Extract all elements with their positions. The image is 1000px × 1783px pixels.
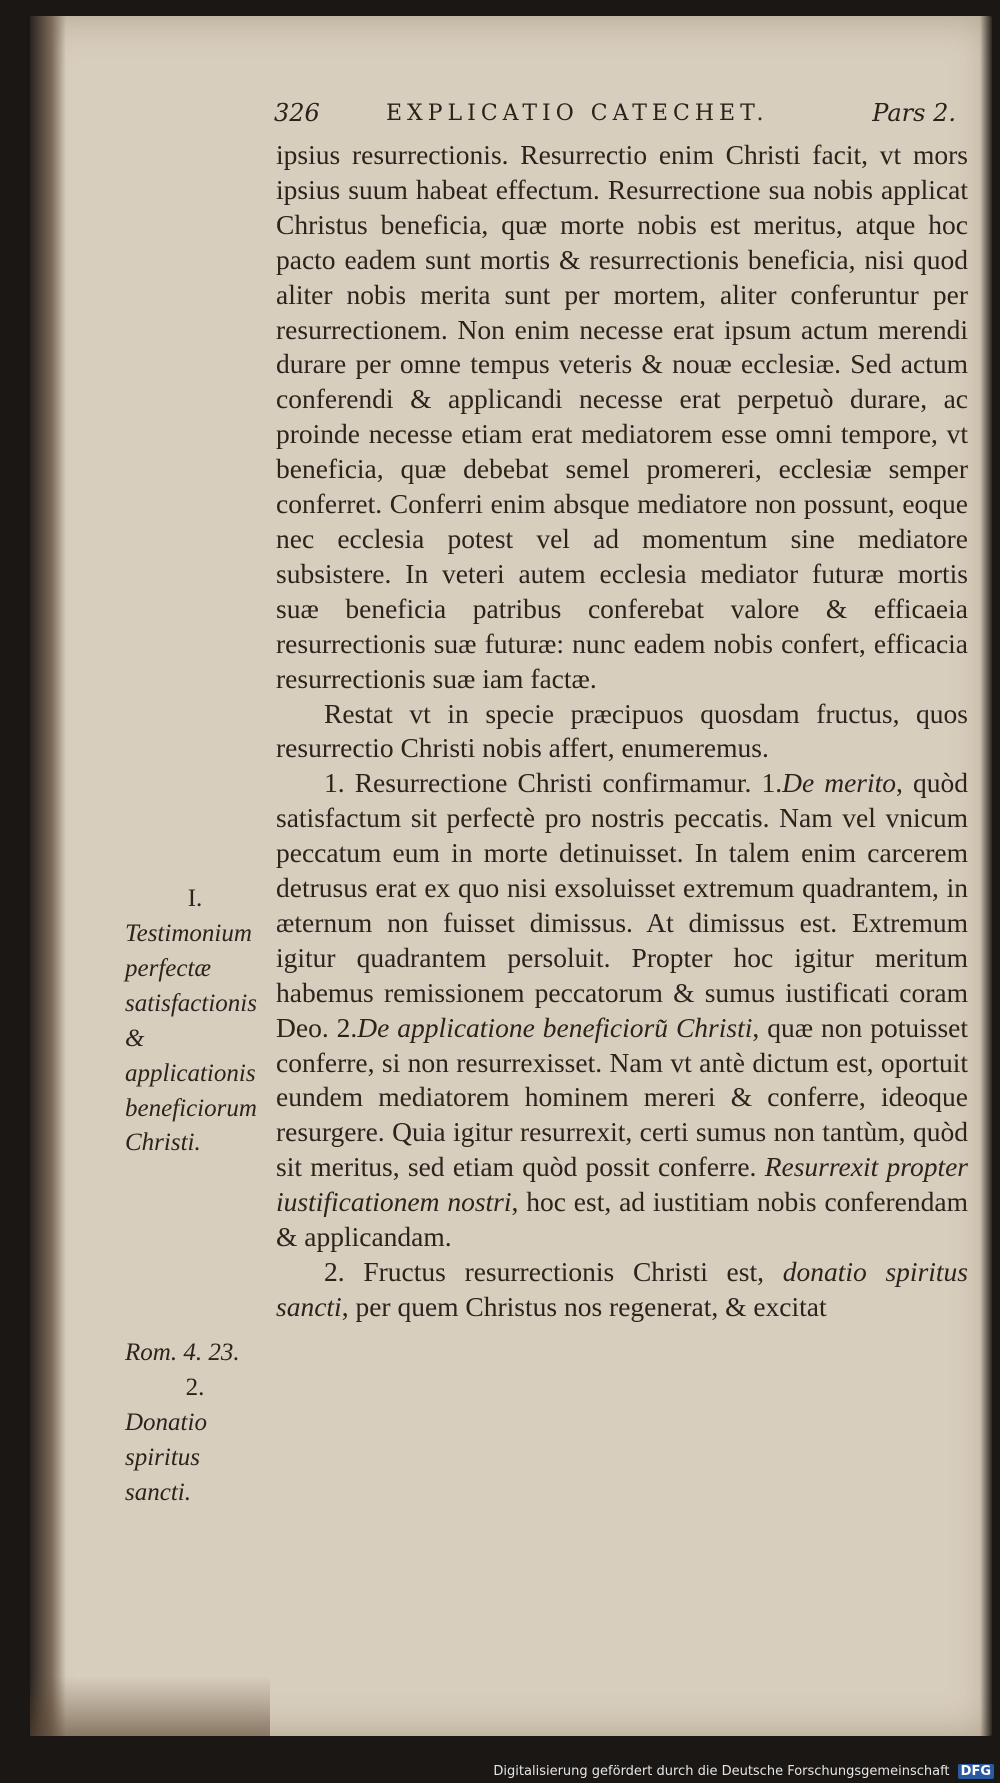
- italic-run: Resurrexit propter iustificationem nostri: [276, 1151, 968, 1218]
- paragraph: Restat vt in specie præcipuos quosdam fructus, quos resurrectio Christi nobis affert, enumeremus.: [276, 697, 968, 764]
- margin-note: Testimonium perfectæ satisfactionis & applicationis beneficiorum Christi.: [125, 920, 257, 1157]
- margin-number: I.: [187, 885, 203, 912]
- text-run: 2. Fructus resurrectionis Christi est,: [324, 1256, 764, 1287]
- running-title: EXPLICATIO CATECHET.: [386, 101, 769, 126]
- dfg-logo: DFG: [958, 1764, 994, 1779]
- page-stain: [30, 1676, 270, 1736]
- text-run: , per quem Christus nos regenerat, & excitat: [341, 1290, 827, 1322]
- text-run: , quæ non potuisset conferre, si non resurrexisset. Nam vt antè dictum est, oportuit eundem mediatorem hominem mereri & conferre, ideoque resurgere. Quia igitur resurrexit, certi sumus non tantùm, quòd sit meritus, sed etiam quòd possit conferre.: [276, 1011, 968, 1183]
- part-label: Pars 2.: [872, 99, 956, 127]
- page-spine-shadow: [30, 16, 66, 1736]
- credit-text: Digitalisierung gefördert durch die Deutsche Forschungsgemeinschaft: [493, 1764, 950, 1779]
- italic-run: donatio spiritus sancti: [276, 1256, 969, 1322]
- paragraph: [276, 766, 968, 1255]
- main-text: [276, 138, 968, 1325]
- margin-note: Donatio spiritus sancti.: [125, 1409, 207, 1506]
- margin-number: 2.: [185, 1374, 205, 1401]
- page-edge-shadow: [980, 16, 992, 1736]
- italic-run: De merito: [782, 767, 897, 799]
- paragraph: ipsius resurrectionis. Resurrectio enim Christi facit, vt mors ipsius suum habeat effectum. Resurrectione sua nobis applicat Christus beneficia, quæ morte nobis est meritus, atque hoc pacto eadem sunt mortis & resurrectionis beneficia, nisi quod aliter nobis merita sunt per mortem, aliter conferuntur per resurrectionem. Non enim necesse erat ipsum actum merendi durare per omne tempus veteris & nouæ ecclesiæ. Sed actum conferendi & applicandi necesse erat perpetuò durare, ac proinde necesse etiam erat mediatorem esse omni tempore, vt beneficia, quæ debebat semel promereri, ecclesiæ semper conferret. Conferri enim absque mediatore non possunt, eoque nec ecclesia potest vel ad momentum sine mediatore subsistere. In veteri autem ecclesia mediator futuræ mortis suæ beneficia patribus conferebat valore & efficaeia resurrectionis suæ futuræ: nunc eadem nobis confert, efficacia resurrectionis suæ iam factæ.: [276, 139, 968, 694]
- italic-run: De applicatione beneficioru͂ Christi: [357, 1011, 753, 1043]
- text-run: , quòd satisfactum sit perfectè pro nostris peccatis. Nam vel vnicum peccatum eum in morte detinuisset. In talem enim carcerem detrusus erat ex quo nisi exsoluisset extremum quadrantem, in æternum non fuisset dimissus. At dimissus est. Extremum igitur quadrantem persoluit. Propter hoc igitur meritum habemus remissionem peccatorum & sumus iustificati coram Deo. 2.: [276, 767, 968, 1043]
- margin-reference: Rom. 4. 23.: [125, 1339, 240, 1366]
- running-header: [246, 93, 970, 133]
- text-run: 1. Resurrectione Christi confirmamur. 1.: [324, 767, 783, 799]
- paragraph: [276, 1255, 968, 1325]
- text-run: , hoc est, ad iustitiam nobis conferendam & applicandam.: [276, 1186, 968, 1253]
- page-number: 326: [274, 99, 320, 127]
- footer-credit: [493, 1764, 994, 1779]
